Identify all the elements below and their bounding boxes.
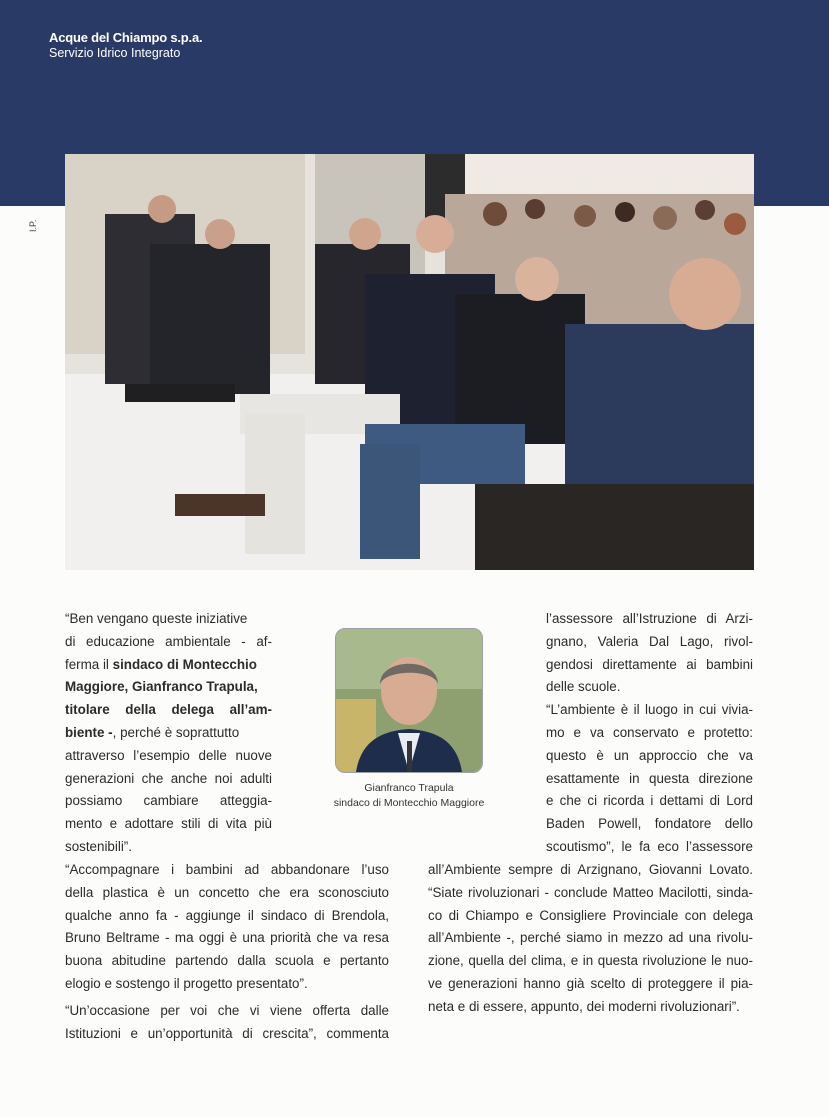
company-name: Acque del Chiampo s.p.a. bbox=[49, 30, 203, 45]
text-line: mento e adottare stili di vita più bbox=[65, 816, 272, 832]
text-line: e che ci ricorda i dettami di Lord bbox=[546, 793, 753, 809]
text-line: gendosi direttamente ai bambini bbox=[546, 656, 753, 672]
text-line: Istituzioni e un’opportunità di crescita”, commenta bbox=[65, 1025, 389, 1041]
text-line: “Accompagnare i bambini ad abbandonare l’uso bbox=[65, 862, 389, 877]
brand-block bbox=[49, 30, 202, 60]
text-line: scoutismo”, le fa eco l’assessore bbox=[546, 838, 753, 854]
side-label: I.P. bbox=[28, 219, 38, 232]
column-left bbox=[65, 608, 272, 859]
text-line: di educazione ambientale - af- bbox=[65, 633, 272, 649]
text-line: l’assessore all’Istruzione di Arzi- bbox=[546, 611, 753, 626]
text-line: neta e di essere, appunto, dei moderni rivoluzionari”. bbox=[428, 998, 740, 1014]
text-line: sostenibili”. bbox=[65, 838, 132, 854]
text-run: ferma il bbox=[65, 656, 113, 672]
caption-name: Gianfranco Trapula bbox=[364, 782, 454, 794]
text-line: “Un’occasione per voi che vi viene offerta dalle bbox=[65, 1002, 389, 1018]
column-left-wide bbox=[65, 859, 389, 1045]
text-line: generazioni che anche noi adulti bbox=[65, 770, 272, 786]
text-line: questo è un approccio che va bbox=[546, 747, 753, 763]
event-photo bbox=[65, 154, 754, 570]
text-line: attraverso l’esempio delle nuove bbox=[65, 747, 272, 763]
text-line: buona abitudine partendo dalla scuola e pertanto bbox=[65, 953, 389, 969]
text-line: all’Ambiente sempre di Arzignano, Giovanni Lovato. bbox=[428, 862, 753, 877]
text-line: gnano, Valeria Dal Lago, rivol- bbox=[546, 633, 753, 649]
column-right-wide bbox=[428, 859, 753, 1019]
caption-role: sindaco di Montecchio Maggiore bbox=[333, 797, 485, 809]
text-line: co di Chiampo e Consigliere Provinciale con delega bbox=[428, 907, 753, 923]
text-run-bold: biente - bbox=[65, 724, 113, 740]
text-line-mixed bbox=[65, 654, 272, 677]
text-line: “Ben vengano queste iniziative bbox=[65, 611, 248, 626]
text-line: ve generazioni hanno già scelto di proteggere il pia- bbox=[428, 975, 753, 991]
text-line-bold: Maggiore, Gianfranco Trapula, bbox=[65, 679, 258, 695]
text-line: Baden Powell, fondatore dello bbox=[546, 816, 753, 832]
text-line-bold: titolare della delega all’am- bbox=[65, 702, 272, 718]
text-run: , perché è soprattutto bbox=[112, 724, 240, 740]
text-line: Bruno Beltrame - ma oggi è una priorità che va resa bbox=[65, 930, 389, 946]
text-line: all’Ambiente -, perché siamo in mezzo ad una rivolu- bbox=[428, 930, 753, 946]
text-line-mixed bbox=[65, 722, 272, 745]
column-right bbox=[546, 608, 753, 859]
text-line: qualche anno fa - aggiunge il sindaco di Brendola, bbox=[65, 907, 389, 923]
text-line: delle scuole. bbox=[546, 679, 621, 695]
text-line: possiamo cambiare atteggia- bbox=[65, 793, 272, 809]
portrait-caption bbox=[300, 781, 518, 811]
portrait-photo bbox=[335, 628, 483, 773]
text-line: “L’ambiente è il luogo in cui vivia- bbox=[546, 702, 753, 718]
text-line: elogio e sostengo il progetto presentato”. bbox=[65, 975, 308, 991]
text-line: esattamente in questa direzione bbox=[546, 770, 753, 786]
text-line: “Siate rivoluzionari - conclude Matteo Macilotti, sinda- bbox=[428, 884, 753, 900]
text-line: mo e va conservato e protetto: bbox=[546, 724, 753, 740]
company-subtitle: Servizio Idrico Integrato bbox=[49, 46, 181, 60]
text-run-bold: sindaco di Montecchio bbox=[112, 656, 257, 672]
text-line: zione, quella del clima, e in questa rivoluzione le nuo- bbox=[428, 953, 753, 969]
text-line: della plastica è un concetto che era sconosciuto bbox=[65, 884, 389, 900]
